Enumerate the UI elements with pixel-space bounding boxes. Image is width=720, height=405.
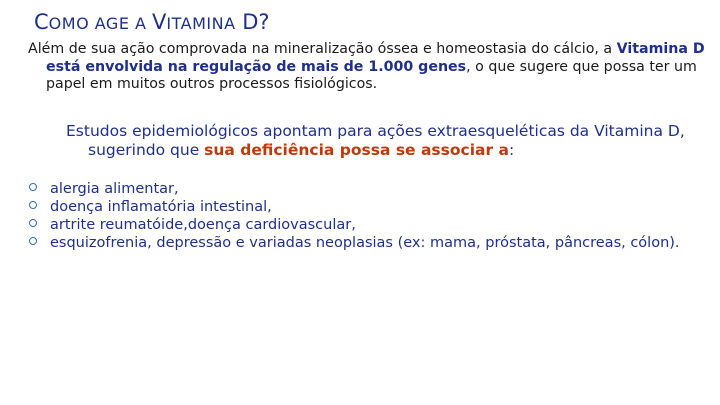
circle-bullet-icon: [29, 183, 37, 191]
title-initial-c: C: [34, 10, 49, 34]
list-item: [28, 234, 708, 252]
title-segment-2: ITAMINA: [166, 14, 236, 33]
list-item: [28, 198, 708, 216]
epidemiology-text-before: Estudos epidemiológicos apontam para ações extraesqueléticas da Vitamina D, sugerindo que: [66, 122, 685, 159]
intro-highlight: Vitamina D está envolvida na regulação de mais de 1.000 genes: [46, 41, 705, 75]
condition-text: artrite reumatóide,doença cardiovascular,: [50, 217, 356, 233]
condition-text: doença inflamatória intestinal,: [50, 199, 272, 215]
condition-text: esquizofrenia, depressão e variadas neoplasias (ex: mama, próstata, pâncreas, cólon).: [50, 235, 680, 251]
epidemiology-highlight: sua deficiência possa se associar a: [204, 141, 509, 159]
title-initial-v: V: [152, 10, 167, 34]
circle-bullet-icon: [29, 219, 37, 227]
epidemiology-paragraph: [66, 122, 708, 160]
title-segment-3: D?: [235, 10, 270, 34]
slide-title: [34, 8, 270, 38]
list-item: [28, 216, 708, 234]
condition-text: alergia alimentar,: [50, 181, 179, 197]
title-segment-1: OMO AGE A: [48, 14, 153, 33]
intro-text-before: Além de sua ação comprovada na mineralização óssea e homeostasia do cálcio, a: [28, 41, 617, 57]
circle-bullet-icon: [29, 237, 37, 245]
intro-text-after: , o que sugere que possa ter um papel em muitos outros processos fisiológicos.: [46, 58, 697, 92]
intro-paragraph: [28, 41, 720, 94]
circle-bullet-icon: [29, 201, 37, 209]
epidemiology-text-after: :: [508, 141, 515, 159]
list-item: [28, 180, 708, 198]
conditions-list: [28, 180, 708, 252]
